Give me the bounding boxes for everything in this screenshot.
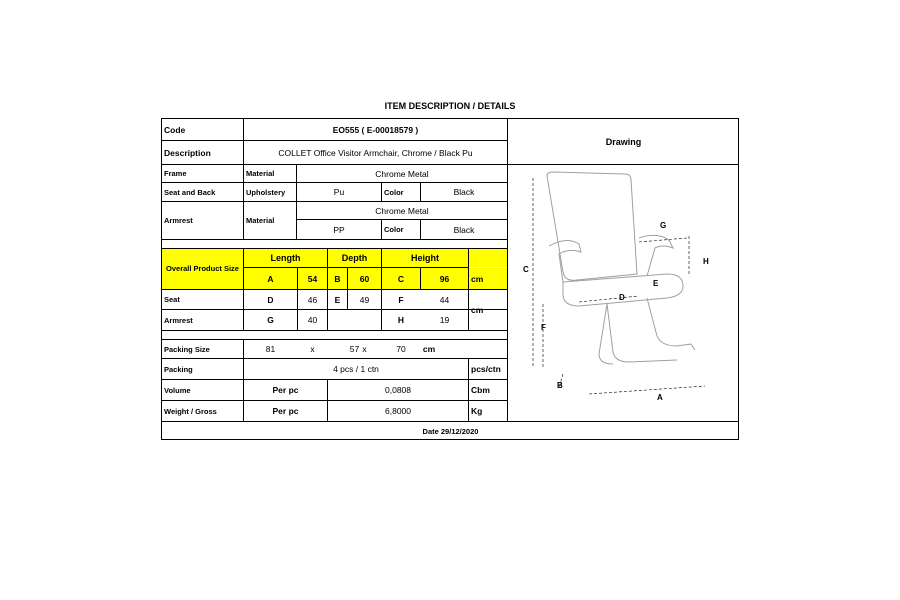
code-value: EO555 ( E-00018579 ) xyxy=(332,124,419,135)
f-value: 44 xyxy=(439,294,450,305)
overall-unit: cm xyxy=(469,268,507,289)
packing-unit: pcs/ctn xyxy=(471,364,501,374)
date: Date 29/12/2020 xyxy=(422,426,479,436)
h-letter: H xyxy=(397,315,405,325)
e-value: 49 xyxy=(359,294,370,305)
description-value: COLLET Office Visitor Armchair, Chrome / Black Pu xyxy=(278,147,473,158)
weight-label: Weight / Gross xyxy=(164,406,217,416)
packing-value: 4 pcs / 1 ctn xyxy=(333,364,379,374)
packing-size-label: Packing Size xyxy=(164,344,210,354)
length-header: Length xyxy=(244,249,327,267)
a-value: 54 xyxy=(298,268,327,289)
pack-unit: cm xyxy=(422,344,436,354)
height-header: Height xyxy=(382,249,468,267)
weight-per: Per pc xyxy=(272,406,299,416)
spec-sheet xyxy=(161,118,739,440)
dim-letter-g: G xyxy=(660,221,667,230)
weight-unit: Kg xyxy=(471,406,483,416)
pack-dim-2: 57 xyxy=(349,344,360,354)
document-title: ITEM DESCRIPTION / DETAILS xyxy=(384,101,516,111)
b-value: 60 xyxy=(348,268,381,289)
f-letter: F xyxy=(398,294,404,305)
volume-value: 0,0808 xyxy=(385,385,411,395)
seat-color-label: Color xyxy=(384,187,404,197)
pack-dim-3: 70 xyxy=(396,344,406,354)
d-letter: D xyxy=(267,294,274,305)
dim-letter-e: E xyxy=(653,279,659,288)
armrest-label: Armrest xyxy=(164,216,193,225)
frame-sub: Material xyxy=(246,169,275,178)
pack-x-1: x xyxy=(310,344,315,354)
b-letter: B xyxy=(328,268,347,289)
armrest-material: Chrome Metal xyxy=(375,205,429,216)
dim-letter-c: C xyxy=(523,265,529,274)
description-label: Description xyxy=(164,147,211,158)
h-value: 19 xyxy=(439,315,450,325)
c-value: 96 xyxy=(421,268,468,289)
d-value: 46 xyxy=(307,294,318,305)
g-letter: G xyxy=(267,315,274,325)
packing-label: Packing xyxy=(164,364,193,374)
volume-label: Volume xyxy=(164,385,191,395)
armrest-dims-label: Armrest xyxy=(164,315,193,325)
pack-dim-1: 81 xyxy=(265,344,276,354)
e-letter: E xyxy=(334,294,341,305)
overall-size-label: Overall Product Size xyxy=(162,249,243,289)
dims-unit: cm xyxy=(471,305,484,315)
armrest-color-label: Color xyxy=(384,225,404,234)
frame-label: Frame xyxy=(164,169,187,178)
upholstery-value: Pu xyxy=(333,187,345,197)
dim-letter-a: A xyxy=(657,393,663,402)
armrest-value2: PP xyxy=(333,224,345,235)
weight-value: 6,8000 xyxy=(385,406,411,416)
armrest-color-value: Black xyxy=(453,224,475,235)
frame-value: Chrome Metal xyxy=(375,168,429,179)
c-letter: C xyxy=(382,268,420,289)
upholstery-label: Upholstery xyxy=(246,187,286,197)
depth-header: Depth xyxy=(328,249,381,267)
drawing-label: Drawing xyxy=(605,136,642,147)
a-letter: A xyxy=(244,268,297,289)
volume-unit: Cbm xyxy=(471,385,490,395)
armrest-sub: Material xyxy=(246,216,275,225)
volume-per: Per pc xyxy=(272,385,299,395)
seat-color-value: Black xyxy=(453,187,475,197)
dim-letter-h: H xyxy=(703,257,709,266)
dim-letter-d: D xyxy=(619,293,625,302)
pack-x-2: x xyxy=(362,344,367,354)
g-value: 40 xyxy=(307,315,318,325)
overall-blank xyxy=(469,249,507,267)
dim-letter-f: F xyxy=(541,323,546,332)
code-label: Code xyxy=(164,124,186,135)
seat-back-label: Seat and Back xyxy=(164,187,216,197)
seat-label: Seat xyxy=(164,295,180,304)
dim-letter-b: B xyxy=(557,381,563,390)
chair-drawing xyxy=(507,164,738,409)
